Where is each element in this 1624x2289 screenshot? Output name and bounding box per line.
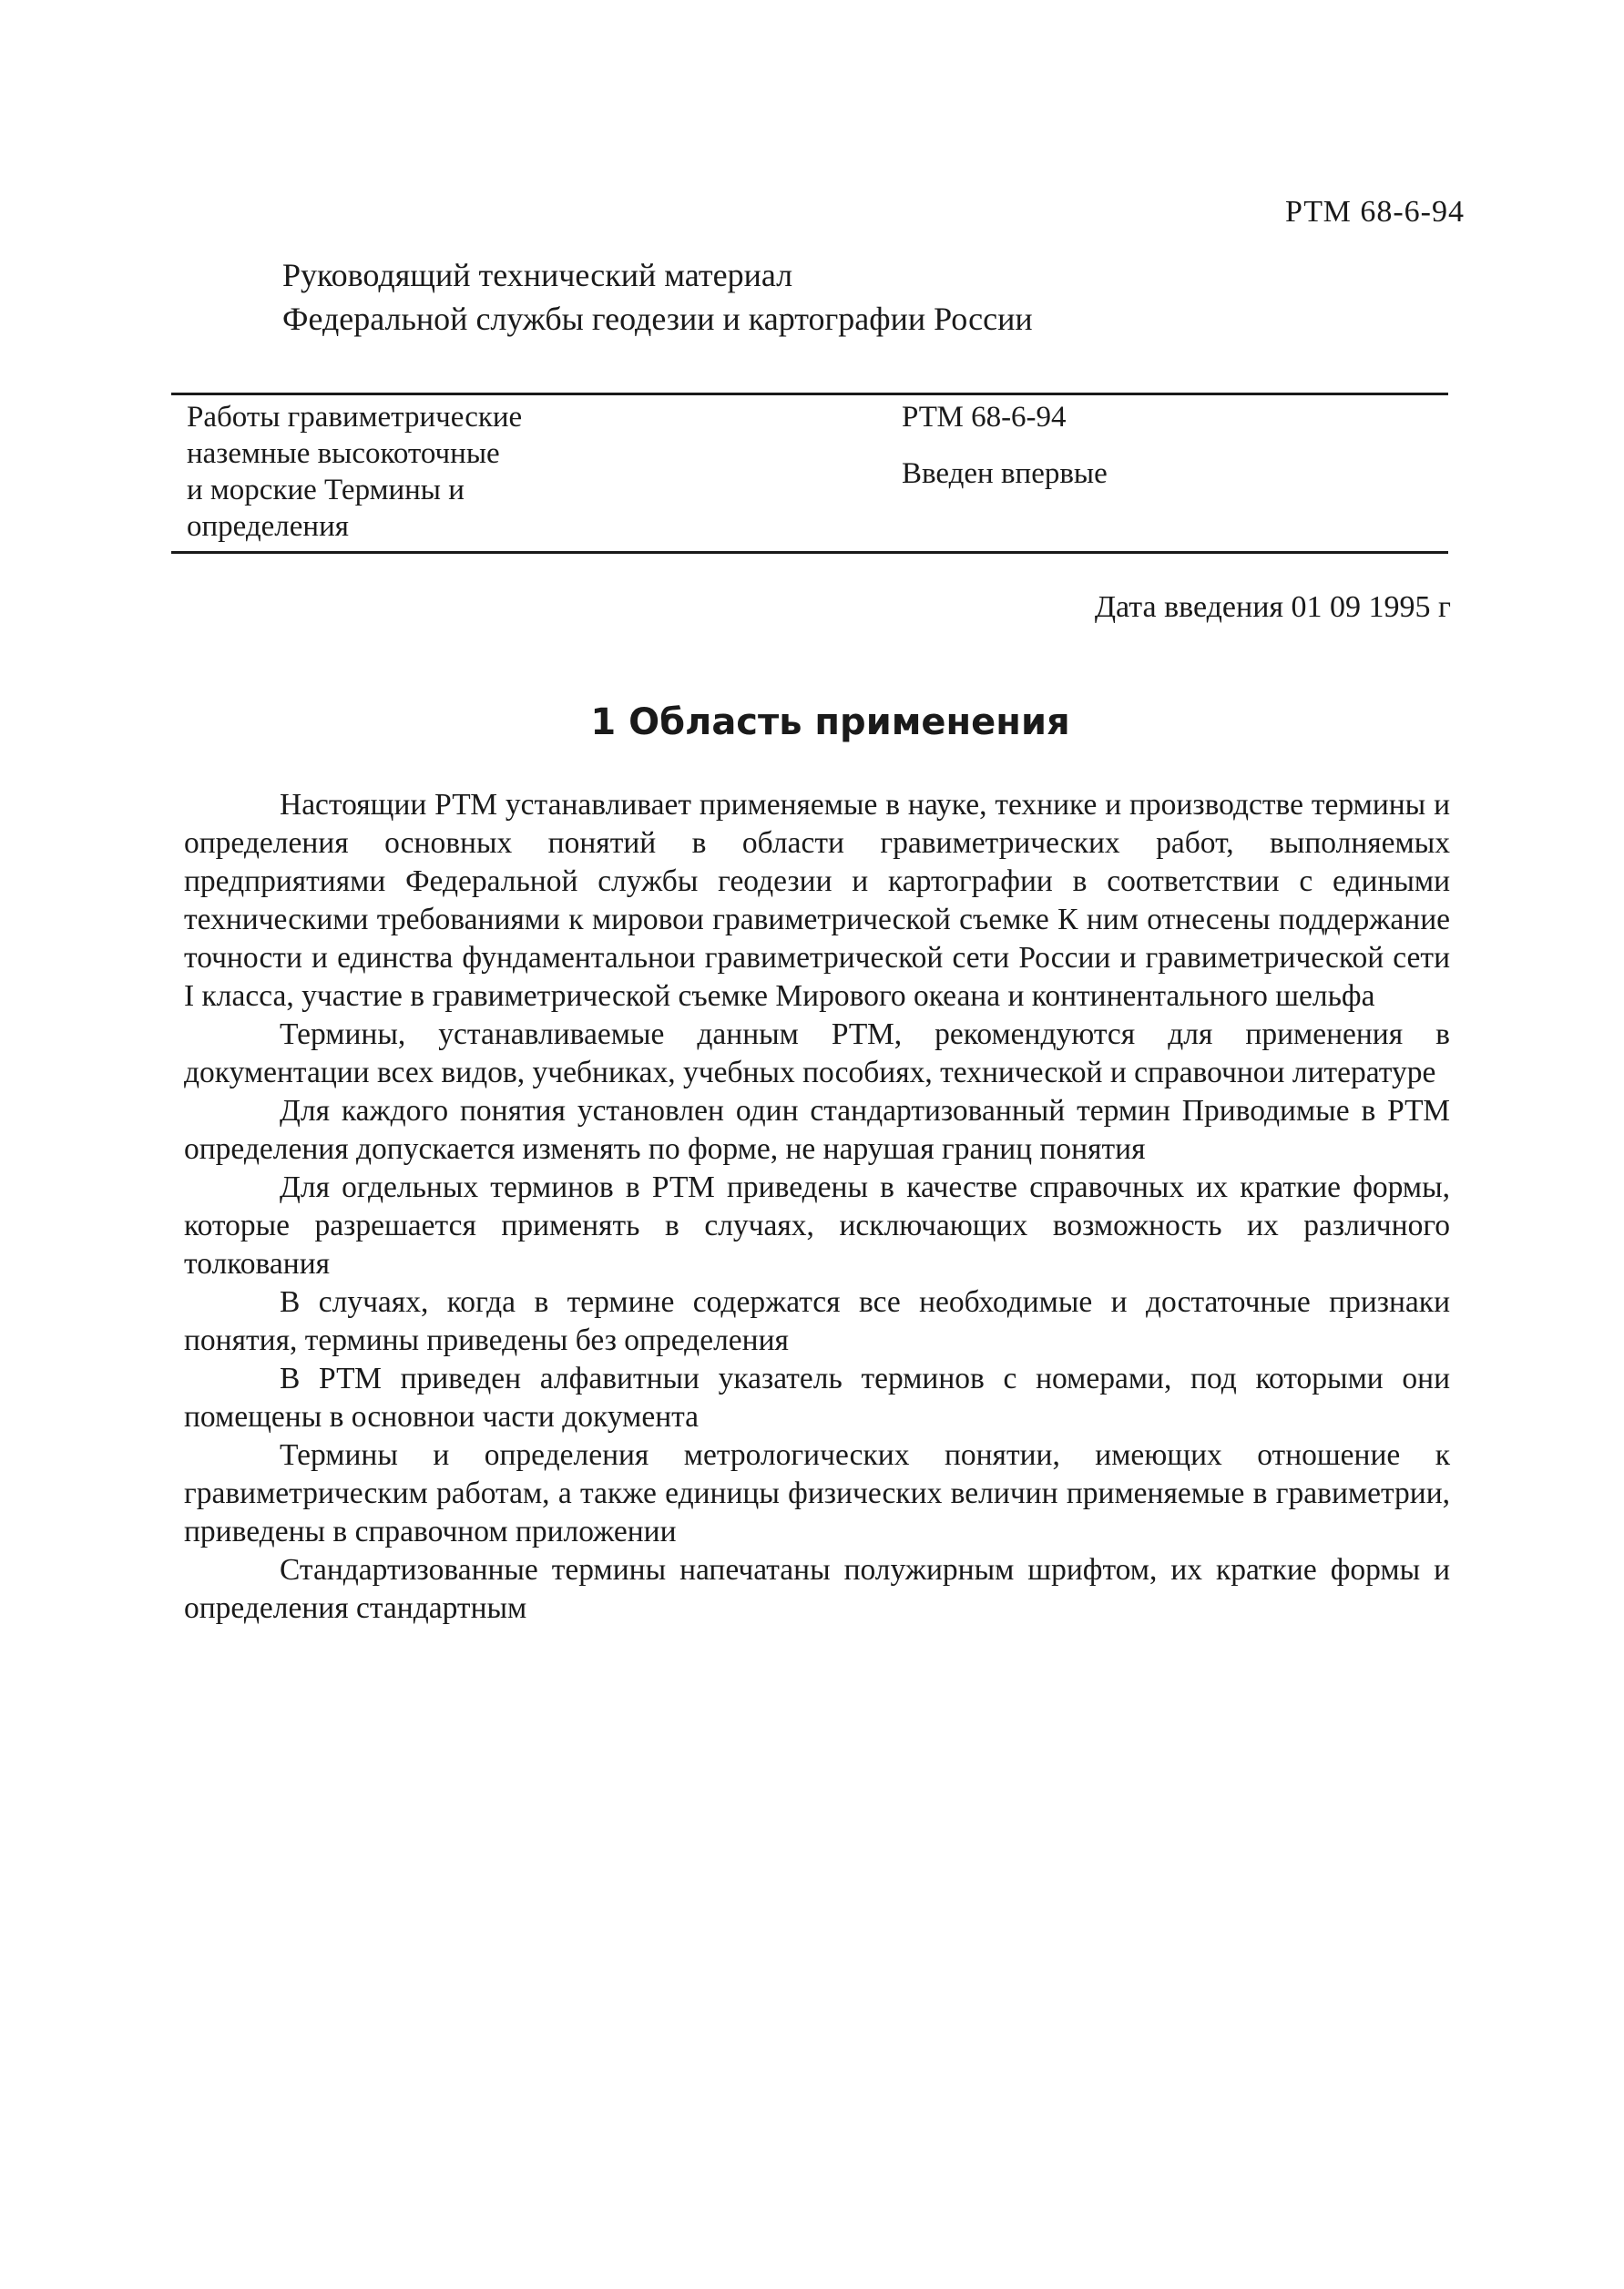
section-heading: 1 Область применения (590, 701, 1070, 743)
code-status-block (902, 399, 1108, 492)
divider-bottom (171, 551, 1448, 554)
paragraph: В РТМ приведен алфавитныи указатель терминов с номерами, под которыми они помещены в основнои части документа (184, 1362, 1450, 1434)
paragraph: Термины и определения метрологических понятии, имеющих отношение к гравиметрическим работам, а также единицы физических величин применяемые в гравиметрии, приведены в справочном приложении (184, 1438, 1450, 1548)
issuer-block (282, 253, 1033, 341)
title-line: наземные высокоточные (187, 437, 500, 470)
paragraph: Для каждого понятия установлен один стандартизованный термин Приводимые в РТМ определения допускается изменять по форме, не нарушая границ понятия (184, 1094, 1450, 1166)
title-line: Работы гравиметрические (187, 401, 523, 434)
paragraph: Для огдельных терминов в РТМ приведены в качестве справочных их краткие формы, которые разрешается применять в случаях, исключающих возможность их различного толкования (184, 1170, 1450, 1281)
title-block-code: РТМ 68-6-94 (902, 401, 1067, 434)
paragraph: Настоящии РТМ устанавливает применяемые в науке, технике и производстве термины и определения основных понятий в области гравиметрических работ, выполняемых предприятиями Федеральной службы геодезии и картографии в соответствии с едиными техническими требованиями к мировои гравиметрической съемке К ним отнесены поддержание точности и единства фундаментальнои гравиметрической сети России и гравиметрической сети I класса, участие в гравиметрической съемке Мирового океана и континентального шельфа (184, 788, 1450, 1013)
section-body (184, 786, 1450, 1628)
title-line: и морские Термины и (187, 474, 465, 506)
issuer-line: Руководящий технический материал (282, 257, 793, 293)
document-title (187, 399, 606, 545)
paragraph: Стандартизованные термины напечатаны полужирным шрифтом, их краткие формы и определения стандартным (184, 1553, 1450, 1625)
status-note: Введен впервые (902, 457, 1108, 490)
paragraph: В случаях, когда в термине содержатся все необходимые и достаточные признаки понятия, термины приведены без определения (184, 1285, 1450, 1357)
document-code: РТМ 68-6-94 (1284, 195, 1465, 229)
title-line: определения (187, 510, 349, 543)
divider-top (171, 393, 1448, 395)
issuer-line: Федеральной службы геодезии и картографии России (282, 301, 1033, 337)
introduction-date: Дата введения 01 09 1995 г (1094, 590, 1451, 624)
paragraph: Термины, устанавливаемые данным РТМ, рекомендуются для применения в документации всех видов, учебниках, учебных пособиях, технической и справочнои литературе (184, 1017, 1450, 1089)
